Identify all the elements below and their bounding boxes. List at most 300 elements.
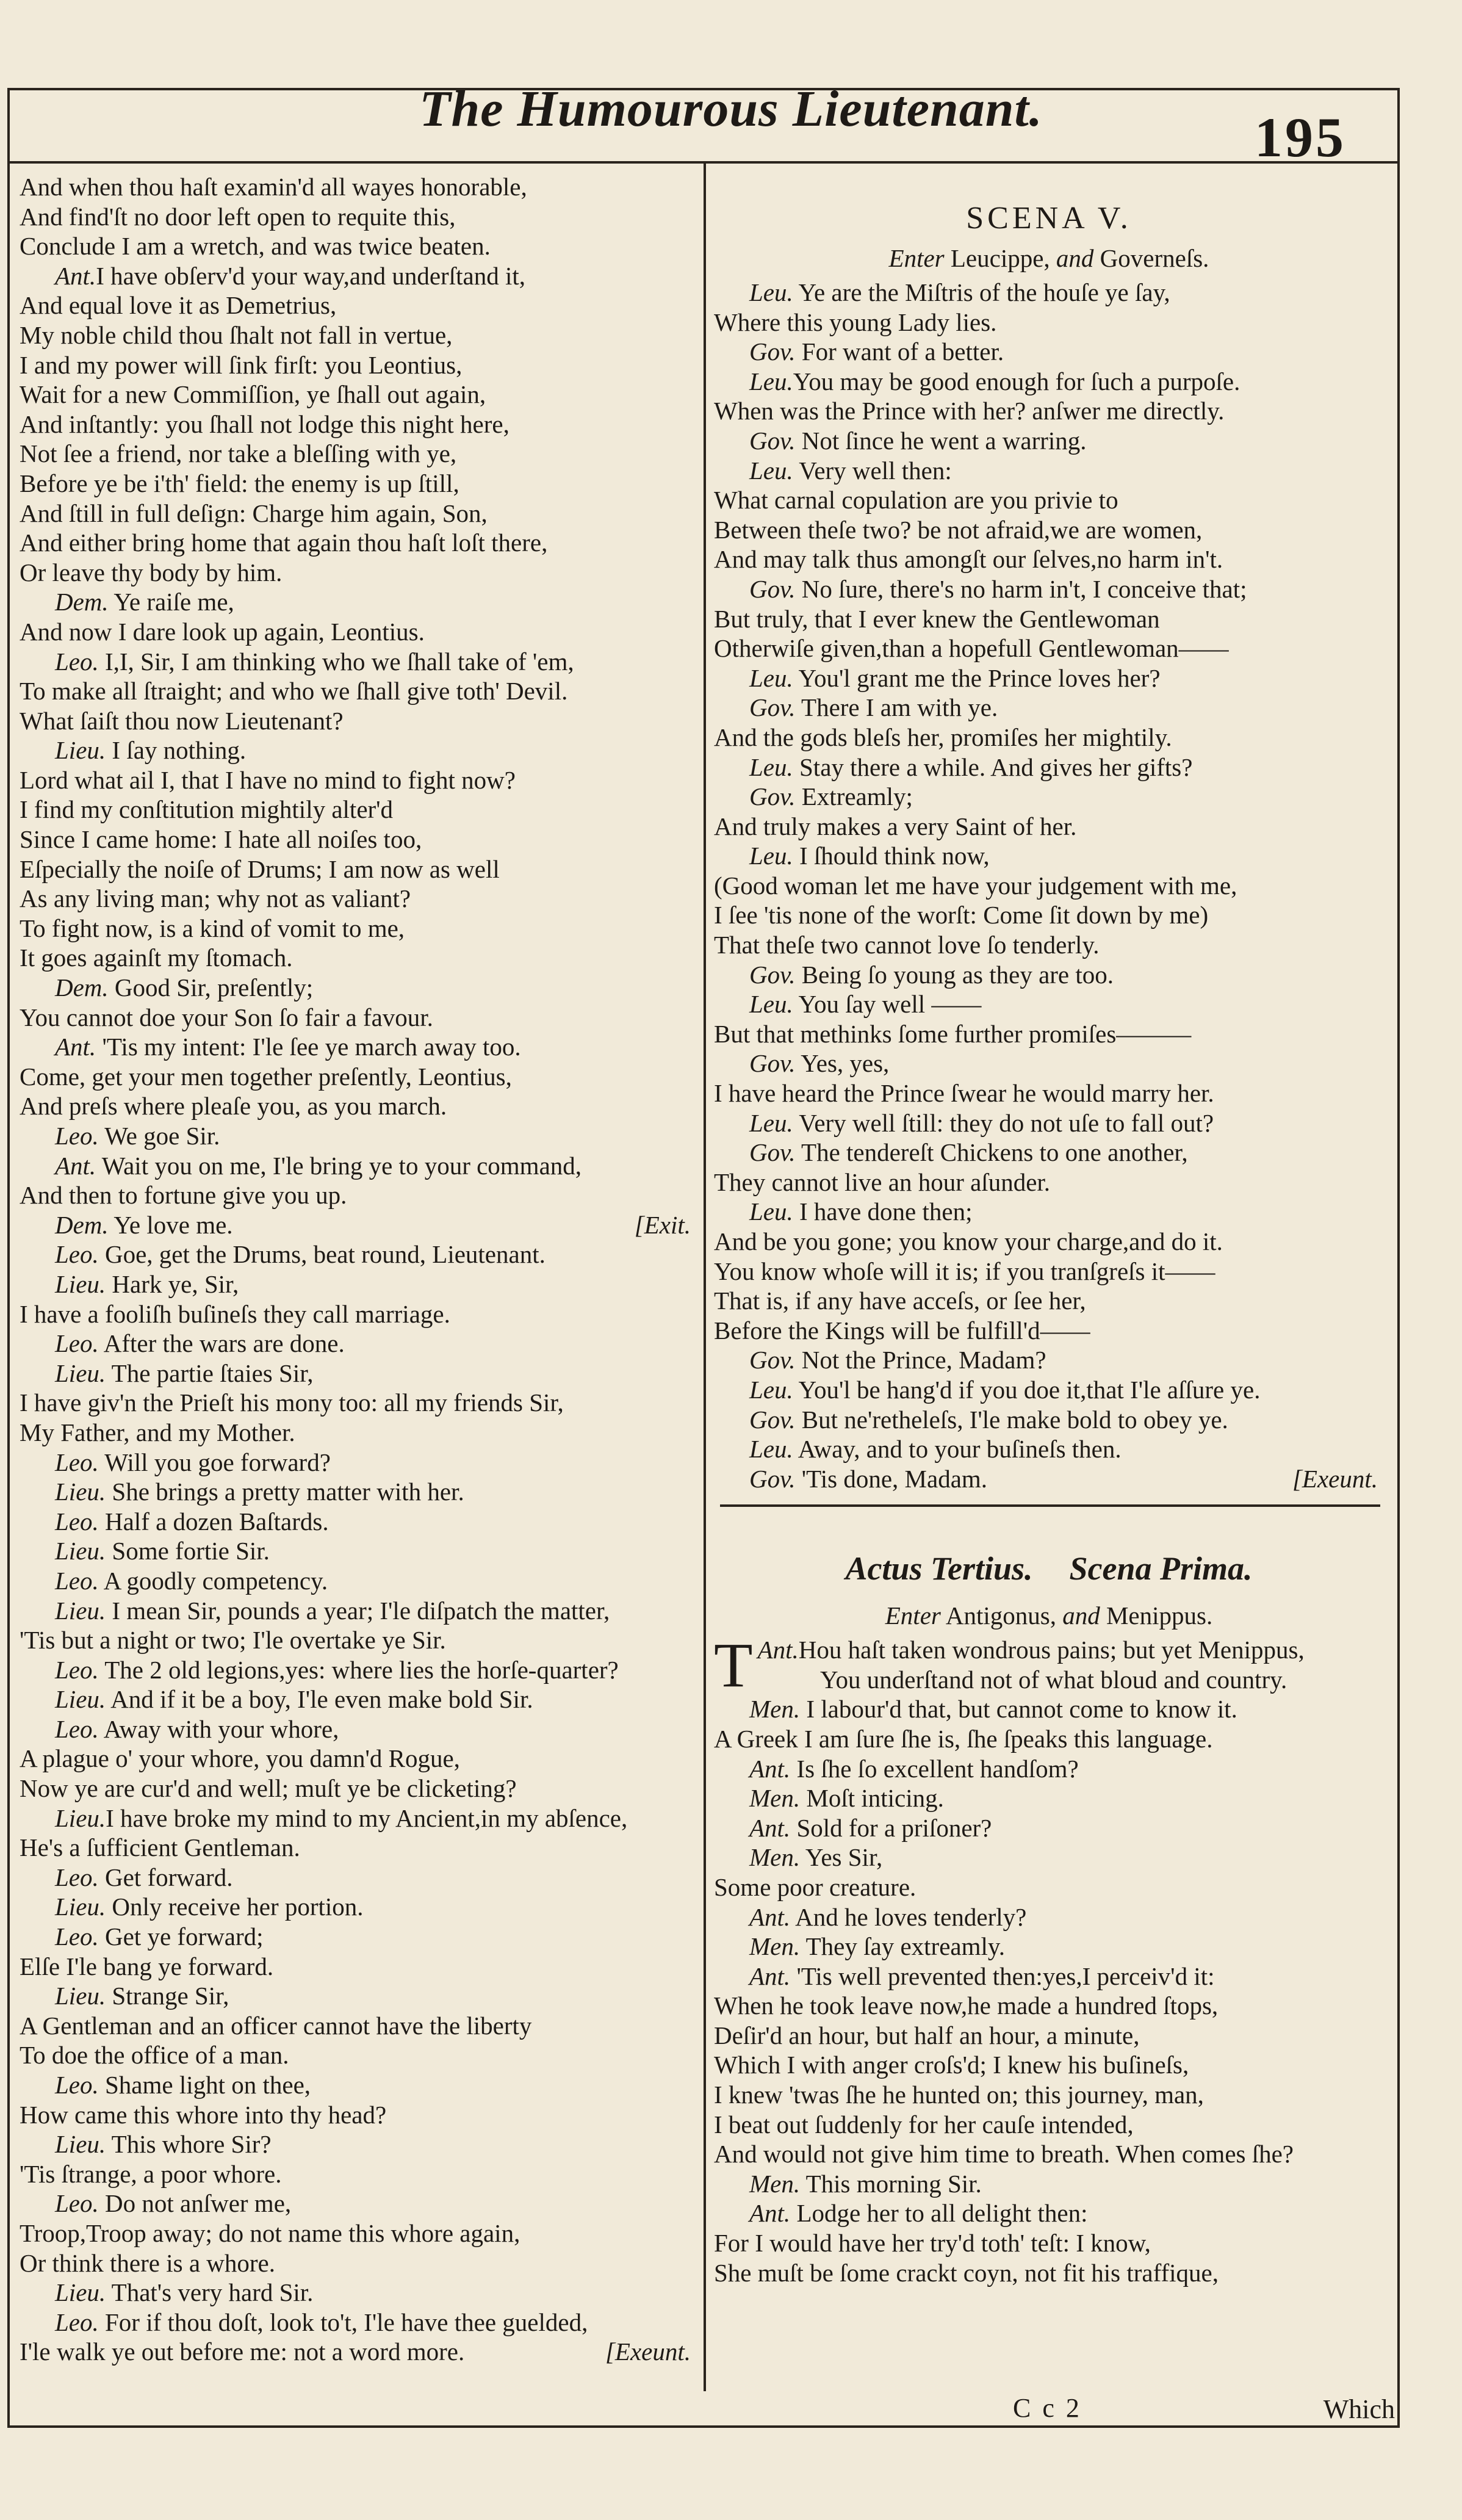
- line-text: Troop,Troop away; do not name this whore again,: [20, 2219, 520, 2247]
- verse-line: [20, 617, 697, 647]
- verse-line: [20, 647, 697, 677]
- speaker-prefix: Ant.: [749, 1813, 791, 1842]
- verse-line: [20, 439, 697, 469]
- verse-line: [20, 1596, 697, 1626]
- line-text: When he took leave now,he made a hundred ſtops,: [714, 1991, 1219, 2020]
- verse-line: [20, 1655, 697, 1685]
- verse-line: [714, 989, 1384, 1019]
- verse-line: [20, 1684, 697, 1714]
- verse-line: [714, 930, 1384, 960]
- line-text: You know whoſe will it is; if you tranſgreſs it——: [714, 1257, 1215, 1285]
- line-text: Is ſhe ſo excellent handſom?: [790, 1754, 1079, 1783]
- enter-word: Enter: [888, 244, 945, 272]
- line-text: And be you gone; you know your charge,and do it.: [714, 1227, 1223, 1255]
- line-text: A plague o' your whore, you damn'd Rogue,: [20, 1744, 460, 1773]
- speaker-prefix: Lieu.: [55, 1893, 106, 1921]
- speaker-prefix: Leo.: [55, 1240, 99, 1269]
- verse-line: [20, 1981, 697, 2011]
- line-text: Some poor creature.: [714, 1872, 916, 1901]
- scene-heading: SCENA V.: [966, 201, 1132, 236]
- line-text: Shame light on thee,: [98, 2071, 311, 2099]
- line-text: Get ye forward;: [98, 1922, 264, 1951]
- line-text: Elſe I'le bang ye forward.: [20, 1952, 274, 1980]
- speaker-prefix: Dem.: [55, 973, 109, 1002]
- verse-line: [714, 1405, 1384, 1435]
- running-title: The Humourous Lieutenant.: [419, 81, 1043, 137]
- entering-character: Governeſs.: [1100, 244, 1209, 272]
- verse-line: [20, 1418, 697, 1448]
- line-text: Hou haſt taken wondrous pains; but yet Menippus,: [798, 1636, 1305, 1664]
- verse-line: [20, 795, 697, 825]
- verse-line: [20, 2100, 697, 2130]
- line-text: Only receive her portion.: [106, 1893, 364, 1921]
- line-text: I ſhould think now,: [793, 842, 990, 870]
- verse-line: [20, 1833, 697, 1863]
- act-scene-heading: [714, 1541, 1384, 1596]
- line-text: I knew 'twas ſhe he hunted on; this journey, man,: [714, 2081, 1204, 2109]
- line-text: It goes againſt my ſtomach.: [20, 944, 293, 972]
- speaker-prefix: Gov.: [749, 1405, 796, 1434]
- verse-line: [714, 1108, 1384, 1138]
- line-text: Away, and to your buſineſs then.: [793, 1435, 1122, 1464]
- line-text: Deſir'd an hour, but half an hour, a minute,: [714, 2021, 1140, 2049]
- verse-line: [714, 871, 1384, 901]
- line-text: For if thou doſt, look to't, I'le have thee guelded,: [98, 2308, 588, 2336]
- line-text: She muſt be ſome crackt coyn, not fit his traffique,: [714, 2258, 1219, 2287]
- line-text: Do not anſwer me,: [98, 2189, 292, 2218]
- verse-line: [714, 693, 1384, 723]
- verse-line: [20, 587, 697, 617]
- verse-line: [714, 1168, 1384, 1197]
- verse-line: [20, 202, 697, 232]
- right-column: [714, 198, 1384, 2395]
- line-text: You ſay well ——: [793, 990, 982, 1019]
- speaker-prefix: Lieu.: [55, 1803, 106, 1832]
- line-text: I have broke my mind to my Ancient,in my abſence,: [106, 1803, 628, 1832]
- line-text: How came this whore into thy head?: [20, 2100, 387, 2129]
- verse-line: [714, 1375, 1384, 1405]
- speaker-prefix: Leu.: [749, 753, 793, 781]
- entering-character: Menippus.: [1106, 1601, 1213, 1630]
- verse-line: [20, 1003, 697, 1033]
- left-column: [20, 172, 697, 2395]
- line-text: And would not give him time to breath. When comes ſhe?: [714, 2140, 1294, 2168]
- line-text: Which I with anger croſs'd; I knew his buſineſs,: [714, 2051, 1189, 2079]
- verse-line: [714, 1665, 1384, 1695]
- verse-line: [714, 663, 1384, 693]
- verse-line: [20, 1922, 697, 1952]
- line-text: I have heard the Prince ſwear he would marry her.: [714, 1079, 1214, 1108]
- line-text: Strange Sir,: [106, 1982, 229, 2010]
- verse-line: [714, 308, 1384, 338]
- verse-line: [714, 2050, 1384, 2080]
- speaker-prefix: Leo.: [55, 1566, 99, 1595]
- line-text: This whore Sir?: [106, 2130, 272, 2159]
- speaker-prefix: Leu.: [749, 1375, 793, 1404]
- verse-line: [714, 1316, 1384, 1346]
- speaker-prefix: Ant.: [757, 1636, 799, 1664]
- enter-word: Enter: [885, 1601, 941, 1630]
- line-text: He's a ſufficient Gentleman.: [20, 1833, 300, 1862]
- verse-line: [714, 426, 1384, 456]
- line-text: When was the Prince with her? anſwer me directly.: [714, 397, 1225, 425]
- speaker-prefix: Ant.: [749, 1754, 791, 1783]
- drop-capital: T: [714, 1630, 753, 1701]
- verse-line: [714, 456, 1384, 486]
- frame-left-rule: [7, 88, 10, 2425]
- line-text: Before the Kings will be fulfill'd——: [714, 1316, 1090, 1345]
- speaker-prefix: Lieu.: [55, 1685, 106, 1714]
- verse-line: [714, 1138, 1384, 1168]
- line-text: Lodge her to all delight then:: [790, 2199, 1088, 2228]
- verse-line: [20, 2040, 697, 2070]
- verse-line: [20, 1180, 697, 1210]
- verse-line: [20, 261, 697, 291]
- line-text: Ye are the Miſtris of the houſe ye ſay,: [793, 278, 1170, 306]
- line-text: They cannot live an hour aſunder.: [714, 1168, 1051, 1196]
- line-text: And either bring home that again thou haſt loſt there,: [20, 529, 548, 557]
- speaker-prefix: Lieu.: [55, 1596, 106, 1625]
- verse-line: [714, 1197, 1384, 1227]
- speaker-prefix: Leu.: [749, 1108, 793, 1137]
- speaker-prefix: Men.: [749, 1784, 801, 1813]
- verse-line: [714, 1902, 1384, 1932]
- verse-line: [20, 1477, 697, 1507]
- line-text: You'l grant me the Prince loves her?: [793, 663, 1161, 692]
- speaker-prefix: Leu.: [749, 278, 793, 306]
- line-text: But that methinks ſome further promiſes———: [714, 1019, 1192, 1048]
- speaker-prefix: Leo.: [55, 1507, 99, 1536]
- speaker-prefix: Ant.: [55, 1151, 96, 1180]
- speaker-prefix: Gov.: [749, 426, 796, 455]
- speaker-prefix: Leu.: [749, 663, 793, 692]
- verse-line: [20, 1448, 697, 1478]
- line-text: Goe, get the Drums, beat round, Lieutenant.: [98, 1240, 546, 1269]
- scene-title: Scena Prima.: [1069, 1550, 1253, 1587]
- speaker-prefix: Ant.: [749, 1962, 791, 1990]
- line-text: Moſt inticing.: [800, 1784, 944, 1813]
- verse-line: [714, 1783, 1384, 1813]
- entering-character: Leucippe,: [950, 244, 1050, 272]
- line-text: You cannot doe your Son ſo fair a favour.: [20, 1003, 433, 1031]
- line-text: 'Tis my intent: I'le ſee ye march away too.: [96, 1033, 521, 1061]
- speaker-prefix: Leo.: [55, 2189, 99, 2218]
- verse-line: [714, 960, 1384, 990]
- line-text: Now ye are cur'd and well; muſt ye be clicketing?: [20, 1774, 517, 1803]
- verse-line: [20, 1952, 697, 1982]
- line-text: Yes Sir,: [800, 1843, 883, 1872]
- verse-line: [20, 1566, 697, 1596]
- line-text: For I would have her try'd toth' teſt: I know,: [714, 2229, 1151, 2258]
- verse-line: [714, 812, 1384, 842]
- verse-line: [20, 558, 697, 588]
- verse-line: [714, 1257, 1384, 1287]
- speaker-prefix: Gov.: [749, 1138, 796, 1167]
- line-text: And the gods bleſs her, promiſes her mightily.: [714, 723, 1172, 751]
- verse-line: [20, 410, 697, 439]
- verse-line: [20, 765, 697, 795]
- line-text: She brings a pretty matter with her.: [106, 1478, 464, 1506]
- line-text: To doe the office of a man.: [20, 2041, 289, 2070]
- line-text: A goodly competency.: [98, 1566, 328, 1595]
- verse-line: [20, 676, 697, 706]
- verse-line: [20, 943, 697, 973]
- line-text: Conclude I am a wretch, and was twice beaten.: [20, 232, 491, 261]
- column-divider-rule: [704, 164, 706, 2391]
- conjunction: and: [1062, 1601, 1100, 1630]
- line-text: (Good woman let me have your judgement with me,: [714, 871, 1237, 900]
- verse-line: [20, 1774, 697, 1803]
- verse-line: [20, 1507, 697, 1537]
- verse-line: [20, 1121, 697, 1151]
- speaker-prefix: Men.: [749, 1843, 801, 1872]
- verse-line: [20, 884, 697, 914]
- verse-line: [20, 1625, 697, 1655]
- line-text: You underſtand not of what bloud and country.: [820, 1665, 1287, 1694]
- line-text: Where this young Lady lies.: [714, 308, 997, 336]
- stage-direction: [Exeunt.: [1292, 1464, 1378, 1493]
- line-text: The partie ſtaies Sir,: [106, 1359, 314, 1387]
- line-text: I and my power will ſink firſt: you Leontius,: [20, 350, 463, 379]
- line-text: Good Sir, preſently;: [108, 973, 314, 1002]
- line-text: No ſure, there's no harm in't, I conceive that;: [795, 574, 1247, 603]
- speaker-prefix: Gov.: [749, 1049, 796, 1078]
- verse-line: [20, 2278, 697, 2308]
- verse-line: [714, 1227, 1384, 1257]
- line-text: I have a fooliſh buſineſs they call marriage.: [20, 1299, 450, 1328]
- speaker-prefix: Gov.: [749, 693, 796, 722]
- line-text: Sold for a priſoner?: [790, 1813, 992, 1842]
- stage-direction: [Exit.: [634, 1210, 691, 1239]
- frame-bottom-rule: [7, 2425, 1400, 2428]
- speaker-prefix: Leo.: [55, 2071, 99, 2099]
- verse-line: [20, 1359, 697, 1388]
- line-text: The tendereſt Chickens to one another,: [795, 1138, 1188, 1167]
- speaker-prefix: Lieu.: [55, 1982, 106, 2010]
- verse-line: [20, 1329, 697, 1359]
- line-text: Get forward.: [98, 1863, 233, 1891]
- line-text: You may be good enough for ſuch a purpoſe.: [793, 367, 1241, 395]
- line-text: That theſe two cannot love ſo tenderly.: [714, 931, 1100, 959]
- verse-line: [20, 1210, 697, 1240]
- line-text: After the wars are done.: [98, 1329, 345, 1358]
- verse-line: [714, 1843, 1384, 1872]
- speaker-prefix: Ant.: [749, 1902, 791, 1931]
- line-text: We goe Sir.: [98, 1122, 220, 1150]
- verse-line: [714, 723, 1384, 753]
- verse-line: [20, 1151, 697, 1181]
- speaker-prefix: Dem.: [55, 1210, 109, 1239]
- speaker-prefix: Leo.: [55, 1448, 99, 1476]
- verse-line: [714, 2198, 1384, 2228]
- speaker-prefix: Gov.: [749, 782, 796, 811]
- line-text: To fight now, is a kind of vomit to me,: [20, 914, 405, 942]
- verse-line: [714, 574, 1384, 604]
- signature-mark: C c 2: [1013, 2393, 1082, 2423]
- line-text: Come, get your men together preſently, Leontius,: [20, 1062, 512, 1091]
- verse-line: [20, 1062, 697, 1092]
- verse-line: [20, 350, 697, 380]
- speaker-prefix: Gov.: [749, 1346, 796, 1374]
- catchword: Which: [1323, 2394, 1395, 2424]
- verse-line: [714, 278, 1384, 308]
- line-text: And find'ſt no door left open to requite this,: [20, 202, 456, 231]
- line-text: My Father, and my Mother.: [20, 1418, 295, 1446]
- line-text: 'Tis done, Madam.: [795, 1464, 988, 1493]
- speaker-prefix: Lieu.: [55, 1537, 106, 1565]
- speaker-prefix: Leu.: [749, 842, 793, 870]
- line-text: Wait you on me, I'le bring ye to your command,: [96, 1151, 582, 1180]
- speaker-prefix: Men.: [749, 2169, 801, 2198]
- verse-line: [20, 2337, 697, 2367]
- speaker-prefix: Men.: [749, 1932, 801, 1961]
- line-text: I ſee 'tis none of the worſt: Come ſit down by me): [714, 901, 1209, 930]
- line-text: Away with your whore,: [98, 1714, 339, 1743]
- line-text: But ne'retheleſs, I'le make bold to obey ye.: [795, 1405, 1228, 1434]
- line-text: Yes, yes,: [795, 1049, 890, 1078]
- line-text: Otherwiſe given,than a hopefull Gentlewoman——: [714, 634, 1229, 663]
- entrance-direction: [714, 239, 1384, 278]
- line-text: And when thou haſt examin'd all wayes honorable,: [20, 173, 527, 201]
- line-text: I find my conſtitution mightily alter'd: [20, 795, 394, 824]
- verse-line: [714, 1694, 1384, 1724]
- verse-line: [714, 1434, 1384, 1464]
- verse-line: [20, 2248, 697, 2278]
- line-text: A Greek I am ſure ſhe is, ſhe ſpeaks this language.: [714, 1724, 1213, 1753]
- verse-line: [714, 485, 1384, 515]
- verse-line: [714, 2228, 1384, 2258]
- line-text: I labour'd that, but cannot come to know it.: [800, 1695, 1237, 1724]
- verse-line: [20, 2159, 697, 2189]
- line-text: The 2 old legions,yes: where lies the horſe-quarter?: [98, 1655, 619, 1684]
- speaker-prefix: Lieu.: [55, 736, 106, 765]
- verse-line: [20, 1892, 697, 1922]
- speaker-prefix: Ant.: [55, 261, 96, 290]
- speaker-prefix: Leo.: [55, 1655, 99, 1684]
- verse-line: [20, 1388, 697, 1418]
- line-text: Or think there is a whore.: [20, 2248, 275, 2277]
- line-text: That's very hard Sir.: [106, 2278, 314, 2307]
- line-text: My noble child thou ſhalt not fall in vertue,: [20, 320, 453, 349]
- speaker-prefix: Leo.: [55, 1922, 99, 1951]
- verse-line: [20, 499, 697, 529]
- verse-line: [20, 1299, 697, 1329]
- line-text: Since I came home: I hate all noiſes too,: [20, 825, 422, 854]
- verse-line: [20, 825, 697, 854]
- speaker-prefix: Leo.: [55, 1329, 99, 1358]
- verse-line: [20, 1863, 697, 1893]
- line-text: 'Tis but a night or two; I'le overtake ye Sir.: [20, 1626, 446, 1655]
- line-text: And equal love it as Demetrius,: [20, 291, 337, 320]
- verse-line: [20, 2070, 697, 2100]
- verse-line: [20, 1032, 697, 1062]
- line-text: I'le walk ye out before me: not a word more.: [20, 2338, 465, 2366]
- verse-line: [20, 320, 697, 350]
- speaker-prefix: Leu.: [749, 1197, 793, 1226]
- speaker-prefix: Leo.: [55, 1122, 99, 1150]
- verse-line: [714, 782, 1384, 812]
- frame-right-rule: [1397, 88, 1400, 2425]
- verse-line: [714, 1345, 1384, 1375]
- verse-line: [20, 380, 697, 410]
- verse-line: [714, 900, 1384, 930]
- line-text: Ye raiſe me,: [108, 588, 234, 616]
- verse-line: [20, 735, 697, 765]
- line-text: Hark ye, Sir,: [106, 1269, 239, 1298]
- line-text: I mean Sir, pounds a year; I'le diſpatch the matter,: [106, 1596, 610, 1625]
- line-text: Between theſe two? be not afraid,we are women,: [714, 515, 1203, 544]
- line-text: And preſs where pleaſe you, as you march.: [20, 1092, 447, 1121]
- speaker-prefix: Gov.: [749, 574, 796, 603]
- verse-line: [714, 2080, 1384, 2110]
- speaker-prefix: Gov.: [749, 338, 796, 366]
- verse-line: [20, 2129, 697, 2159]
- line-text: Half a dozen Baſtards.: [98, 1507, 329, 1536]
- verse-line: [20, 528, 697, 558]
- line-text: Eſpecially the noiſe of Drums; I am now as well: [20, 854, 500, 883]
- verse-line: [20, 1744, 697, 1774]
- verse-line: [714, 396, 1384, 426]
- verse-line: [714, 1813, 1384, 1843]
- speaker-prefix: Leo.: [55, 1863, 99, 1891]
- verse-line: [20, 2189, 697, 2219]
- line-text: Ye love me.: [108, 1210, 233, 1239]
- line-text: Not ſee a friend, nor take a bleſſing with ye,: [20, 439, 457, 468]
- line-text: And ſtill in full deſign: Charge him again, Son,: [20, 499, 488, 527]
- line-text: But truly, that I ever knew the Gentlewoman: [714, 604, 1160, 633]
- line-text: Extreamly;: [795, 782, 913, 811]
- speaker-prefix: Lieu.: [55, 2278, 106, 2307]
- verse-line: [20, 2011, 697, 2041]
- verse-line: [714, 1932, 1384, 1962]
- line-text: Not ſince he went a warring.: [795, 426, 1087, 455]
- speaker-prefix: Leu.: [749, 367, 793, 395]
- verse-line: [714, 1724, 1384, 1754]
- speaker-prefix: Leo.: [55, 2308, 99, 2336]
- verse-line: [20, 2308, 697, 2338]
- line-text: Or leave thy body by him.: [20, 558, 283, 587]
- line-text: What ſaiſt thou now Lieutenant?: [20, 706, 344, 735]
- verse-line: [714, 2139, 1384, 2169]
- verse-line: [714, 515, 1384, 545]
- verse-line: [20, 2219, 697, 2248]
- line-text: Being ſo young as they are too.: [795, 960, 1114, 989]
- verse-line: [714, 604, 1384, 634]
- line-text: To make all ſtraight; and who we ſhall give toth' Devil.: [20, 677, 568, 706]
- line-text: Stay there a while. And gives her gifts?: [793, 753, 1193, 781]
- verse-line: [20, 291, 697, 320]
- verse-line: [714, 1286, 1384, 1316]
- line-text: And may talk thus amongſt our ſelves,no harm in't.: [714, 545, 1223, 574]
- line-text: And then to fortune give you up.: [20, 1181, 347, 1210]
- speaker-prefix: Lieu.: [55, 1359, 106, 1387]
- line-text: 'Tis well prevented then:yes,I perceiv'd it:: [790, 1962, 1215, 1990]
- verse-line: [714, 1872, 1384, 1902]
- verse-line: [714, 1962, 1384, 1991]
- entrance-direction: [714, 1596, 1384, 1635]
- verse-line: [20, 231, 697, 261]
- line-text: What carnal copulation are you privie to: [714, 486, 1118, 514]
- line-text: And now I dare look up again, Leontius.: [20, 617, 425, 646]
- line-text: Very well then:: [793, 456, 952, 485]
- line-text: I beat out ſuddenly for her cauſe intended,: [714, 2110, 1134, 2139]
- verse-line: [714, 634, 1384, 663]
- line-text: Some fortie Sir.: [106, 1537, 270, 1565]
- line-text: Before ye be i'th' field: the enemy is up ſtill,: [20, 469, 459, 497]
- line-text: And inſtantly: you ſhall not lodge this night here,: [20, 410, 510, 438]
- verse-line: [20, 914, 697, 944]
- line-text: Wait for a new Commiſſion, ye ſhall out again,: [20, 380, 486, 409]
